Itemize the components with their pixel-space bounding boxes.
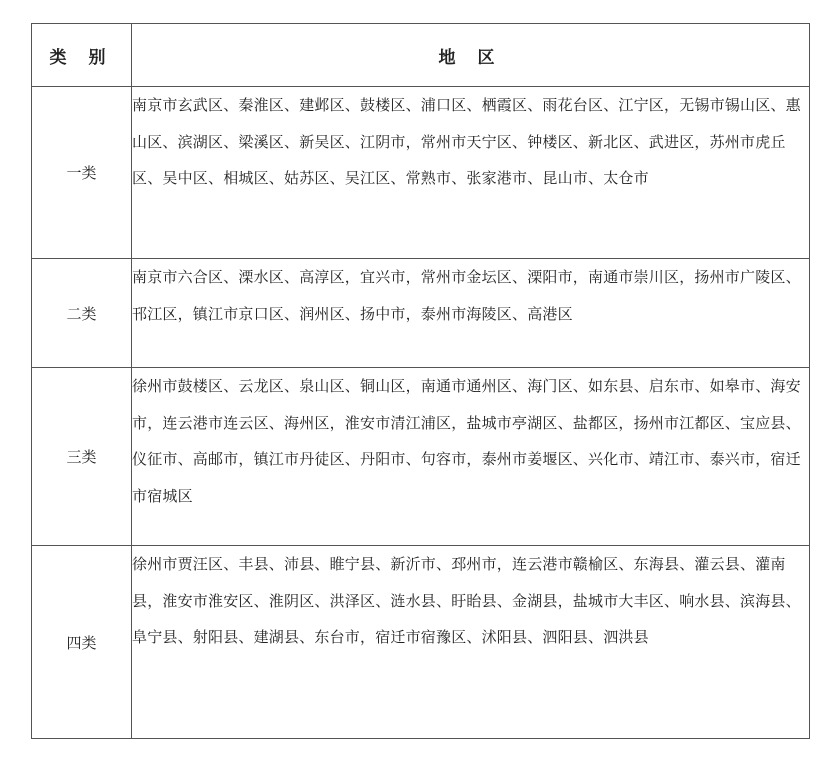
areas-text: 徐州市贾汪区、丰县、沛县、睢宁县、新沂市、邳州市，连云港市赣榆区、东海县、灌云县、灌南县，淮安市淮安区、淮阴区、洪泽区、涟水县、盱眙县、金湖县，盐城市大丰区、响水县、滨海县、阜宁县、射阳县、建湖县、东台市，宿迁市宿豫区、沭阳县、泗阳县、泗洪县: [132, 555, 801, 646]
areas-text: 南京市六合区、溧水区、高淳区，宜兴市，常州市金坛区、溧阳市，南通市崇川区，扬州市广陵区、邗江区，镇江市京口区、润州区、扬中市，泰州市海陵区、高港区: [132, 268, 801, 323]
table-row: [32, 87, 810, 259]
region-classification-table: [31, 23, 810, 739]
category-cell: 二类: [32, 259, 132, 368]
category-cell: 三类: [32, 368, 132, 546]
areas-text: 徐州市鼓楼区、云龙区、泉山区、铜山区，南通市通州区、海门区、如东县、启东市、如皋市、海安市，连云港市连云区、海州区，淮安市清江浦区，盐城市亭湖区、盐都区，扬州市江都区、宝应县、仪征市、高邮市，镇江市丹徒区、丹阳市、句容市，泰州市姜堰区、兴化市、靖江市、泰兴市，宿迁市宿城区: [132, 377, 801, 505]
table-row: [32, 368, 810, 546]
table-header-row: [32, 24, 810, 87]
category-cell: 一类: [32, 87, 132, 259]
areas-cell: [132, 368, 810, 546]
table-row: [32, 259, 810, 368]
areas-cell: [132, 546, 810, 739]
areas-cell: [132, 87, 810, 259]
header-category: 类 别: [32, 24, 132, 87]
header-region: 地 区: [132, 24, 810, 87]
table-row: [32, 546, 810, 739]
areas-cell: [132, 259, 810, 368]
areas-text: 南京市玄武区、秦淮区、建邺区、鼓楼区、浦口区、栖霞区、雨花台区、江宁区，无锡市锡山区、惠山区、滨湖区、梁溪区、新吴区、江阴市，常州市天宁区、钟楼区、新北区、武进区，苏州市虎丘区、吴中区、相城区、姑苏区、吴江区、常熟市、张家港市、昆山市、太仓市: [132, 96, 801, 187]
category-cell: 四类: [32, 546, 132, 739]
